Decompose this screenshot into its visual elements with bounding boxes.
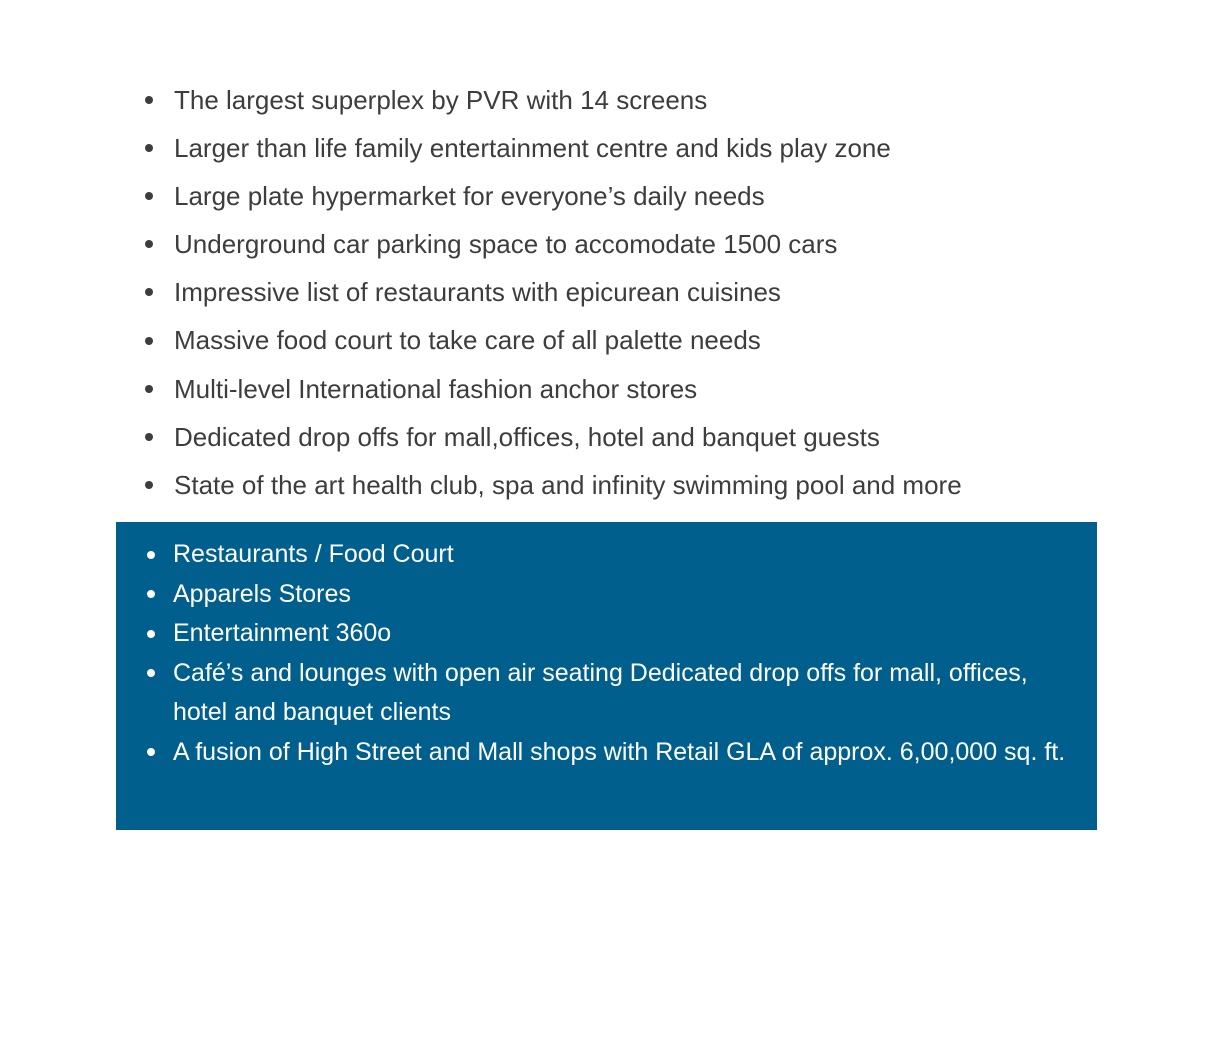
features-list-item: Impressive list of restaurants with epicurean cuisines — [116, 268, 1097, 316]
highlights-list-item: Entertainment 360o — [116, 614, 1081, 654]
features-list — [116, 76, 1097, 509]
highlights-panel — [116, 522, 1097, 830]
highlights-list-item: Café’s and lounges with open air seating Dedicated drop offs for mall, offices, hotel and banquet clients — [116, 654, 1081, 733]
features-list-item: Larger than life family entertainment centre and kids play zone — [116, 124, 1097, 172]
features-list-item: The largest superplex by PVR with 14 screens — [116, 76, 1097, 124]
highlights-list-item: Restaurants / Food Court — [116, 535, 1081, 575]
features-list-item: Dedicated drop offs for mall,offices, hotel and banquet guests — [116, 413, 1097, 461]
highlights-list-item: Apparels Stores — [116, 575, 1081, 615]
features-list-item: Multi-level International fashion anchor stores — [116, 365, 1097, 413]
features-list-item: State of the art health club, spa and infinity swimming pool and more — [116, 461, 1097, 509]
features-list-item: Large plate hypermarket for everyone’s daily needs — [116, 172, 1097, 220]
features-list-item: Massive food court to take care of all palette needs — [116, 316, 1097, 364]
highlights-list — [116, 535, 1081, 772]
highlights-list-item: A fusion of High Street and Mall shops with Retail GLA of approx. 6,00,000 sq. ft. — [116, 733, 1081, 773]
features-list-item: Underground car parking space to accomodate 1500 cars — [116, 220, 1097, 268]
